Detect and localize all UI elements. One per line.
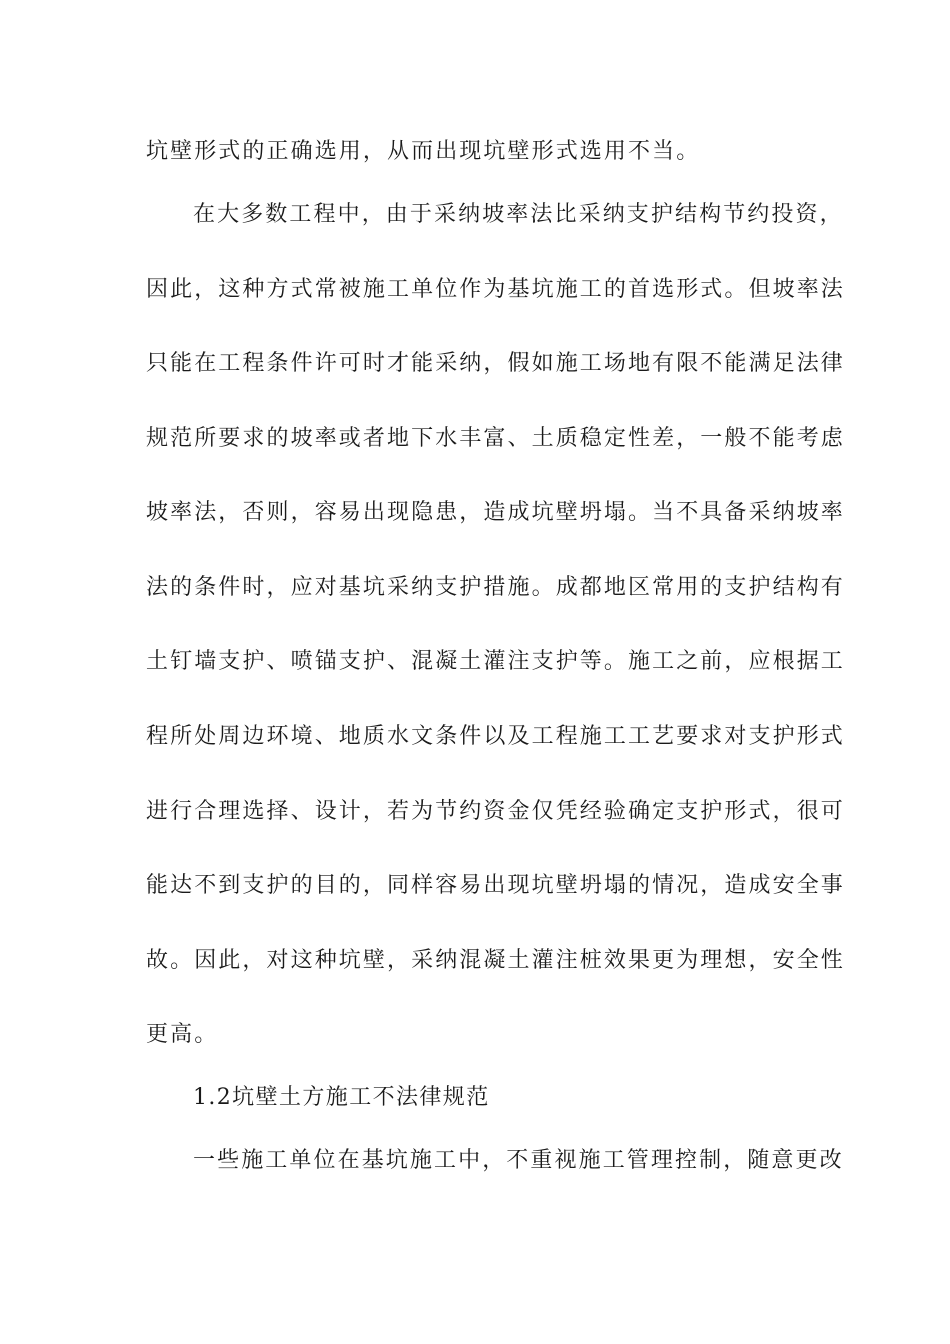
text-line-4: 只能在工程条件许可时才能采纳，假如施工场地有限不能满足法律 [146,351,845,376]
text-line-1: 坑壁形式的正确选用，从而出现坑壁形式选用不当。 [146,139,701,164]
text-line-9: 程所处周边环境、地质水文条件以及工程施工工艺要求对支护形式 [146,724,845,749]
text-line-12: 故。因此，对这种坑壁，采纳混凝土灌注桩效果更为理想，安全性 [146,948,845,973]
text-line-3: 因此，这种方式常被施工单位作为基坑施工的首选形式。但坡率法 [146,277,845,302]
text-line-5: 规范所要求的坡率或者地下水丰富、土质稳定性差，一般不能考虑 [146,426,845,451]
text-line-15: 一些施工单位在基坑施工中，不重视施工管理控制，随意更改 [193,1148,844,1173]
text-line-2: 在大多数工程中，由于采纳坡率法比采纳支护结构节约投资， [193,202,844,227]
text-line-10: 进行合理选择、设计，若为节约资金仅凭经验确定支护形式，很可 [146,799,845,824]
text-line-13: 更高。 [146,1022,219,1047]
text-line-11: 能达不到支护的目的，同样容易出现坑壁坍塌的情况，造成安全事 [146,873,845,898]
section-heading: 1.2坑壁土方施工不法律规范 [193,1085,490,1110]
text-line-7: 法的条件时，应对基坑采纳支护措施。成都地区常用的支护结构有 [146,575,845,600]
text-line-8: 土钉墙支护、喷锚支护、混凝土灌注支护等。施工之前，应根据工 [146,649,845,674]
text-line-6: 坡率法，否则，容易出现隐患，造成坑壁坍塌。当不具备采纳坡率 [146,500,845,525]
